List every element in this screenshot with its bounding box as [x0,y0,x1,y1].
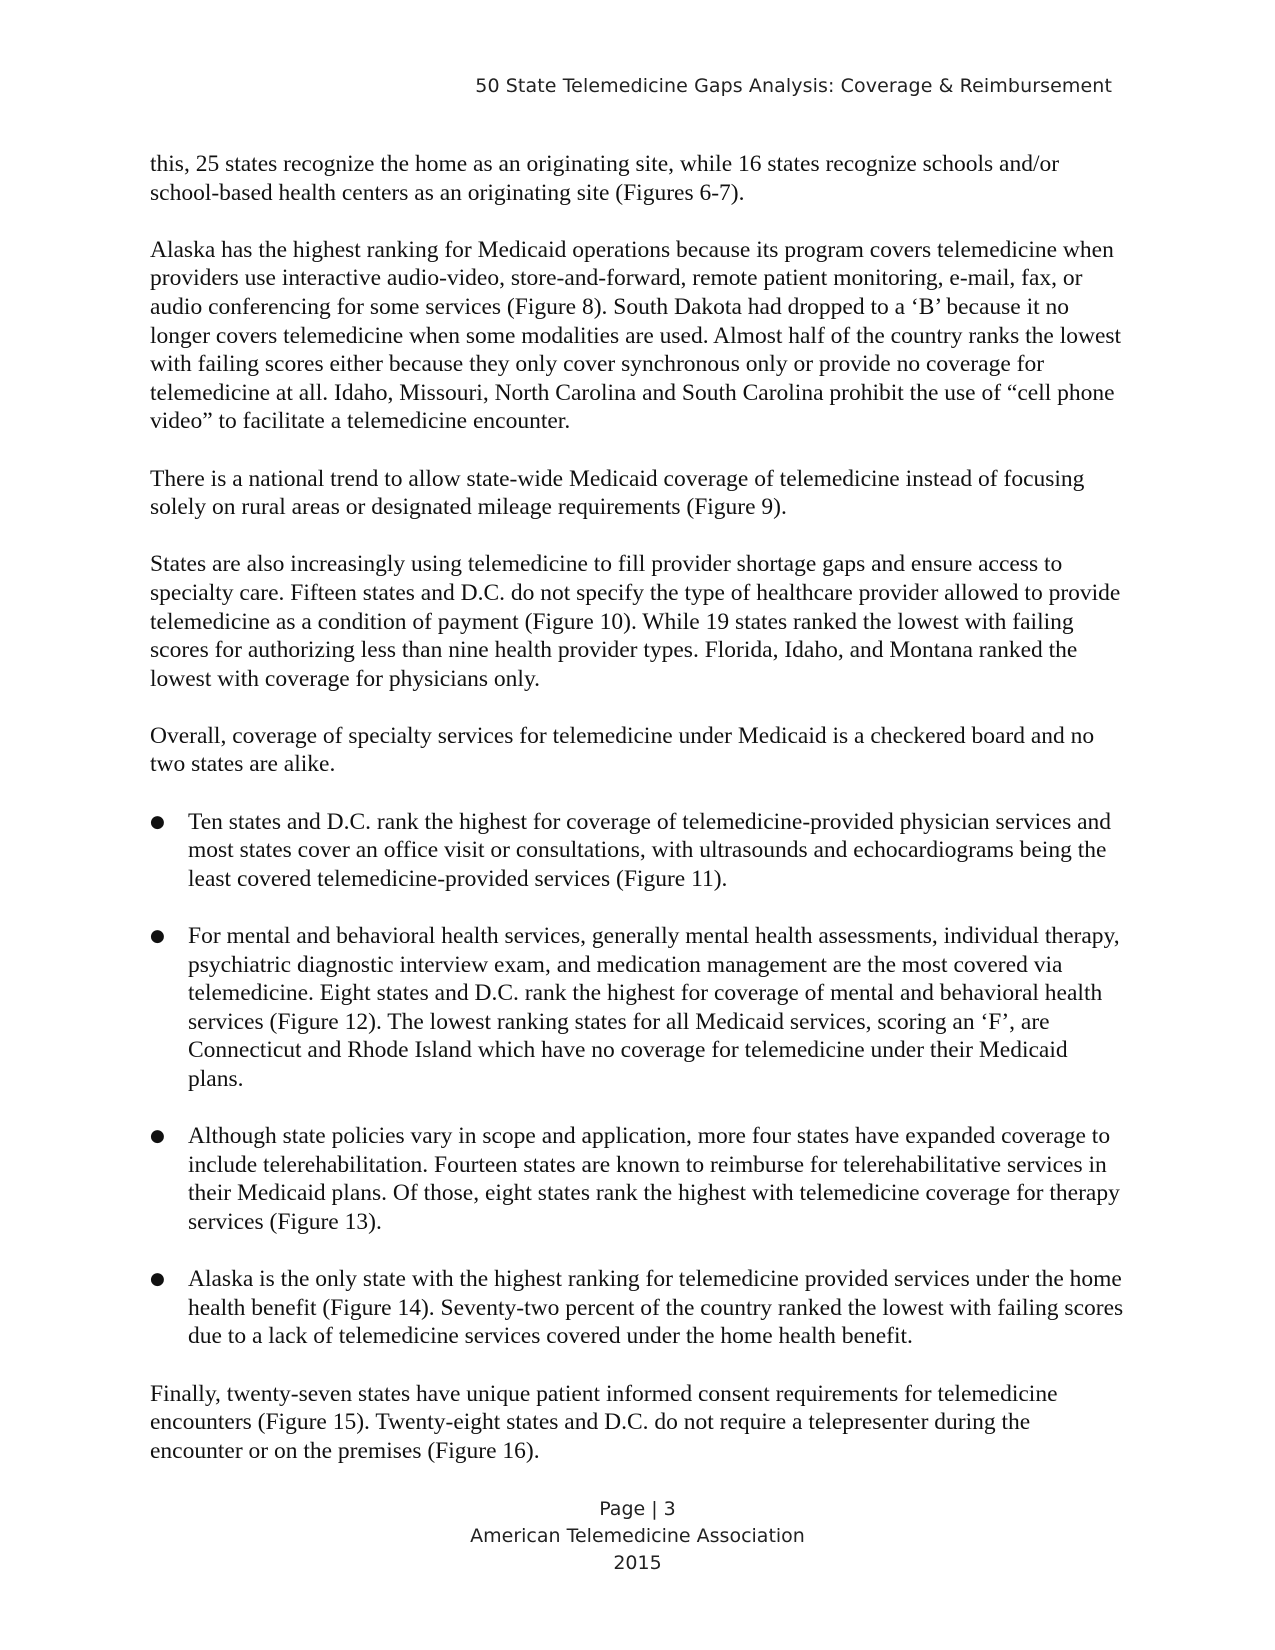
paragraph-informed-consent: Finally, twenty-seven states have unique patient informed consent requirements for telemedicine encounters (Figure 15). Twenty-eight states and D.C. do not require a telepresenter during the encounter or on the premises (Figure 16). [150,1380,1058,1464]
paragraph-originating-sites: this, 25 states recognize the home as an originating site, while 16 states recognize schools and/or school-based health centers as an originating site (Figures 6-7). [150,151,1060,206]
bullet-text: For mental and behavioral health services, generally mental health assessments, individual therapy, psychiatric diagnostic interview exam, and medication management are the most covered via telemedicine. Eight states and D.C. rank the highest for coverage of mental and behavioral health services (Figure 12). The lowest ranking states for all Medicaid services, scoring an ‘F’, are Connecticut and Rhode Island which have no coverage for telemedicine under their Medicaid plans. [188,923,1120,1092]
bullet-text: Although state policies vary in scope and application, more four states have expanded coverage to include telerehabilitation. Fourteen states are known to reimburse for telerehabilitative services in their Medicaid plans. Of those, eight states rank the highest with telemedicine coverage for therapy services (Figure 13). [188,1123,1120,1235]
bullet-item-mental-health [150,922,1125,1094]
bullet-item-telerehabilitation [150,1122,1125,1236]
bullet-text: Alaska is the only state with the highest ranking for telemedicine provided services under the home health benefit (Figure 14). Seventy-two percent of the country ranked the lowest with failing scores due to a lack of telemedicine services covered under the home health benefit. [188,1266,1124,1350]
paragraph-medicaid-operations: Alaska has the highest ranking for Medicaid operations because its program covers telemedicine when providers use interactive audio-video, store-and-forward, remote patient monitoring, e-mail, fax, or audio conferencing for some services (Figure 8). South Dakota had dropped to a ‘B’ because it no longer covers telemedicine when some modalities are used. Almost half of the country ranks the lowest with failing scores either because they only cover synchronous only or provide no coverage for telemedicine at all. Idaho, Missouri, North Carolina and South Carolina prohibit the use of “cell phone video” to facilitate a telemedicine encounter. [150,236,1122,435]
bullet-icon: ● [150,1126,165,1147]
bullet-list [150,808,1125,1351]
document-body [150,150,1125,1494]
bullet-item-physician-services [150,808,1125,894]
bullet-text: Ten states and D.C. rank the highest for coverage of telemedicine-provided physician services and most states cover an office visit or consultations, with ultrasounds and echocardiograms being the least covered telemedicine-provided services (Figure 11). [188,808,1112,892]
bullet-icon: ● [150,811,165,832]
running-header: 50 State Telemedicine Gaps Analysis: Coverage & Reimbursement [475,75,1112,97]
bullet-item-home-health [150,1265,1125,1351]
page-footer [0,1496,1275,1577]
paragraph-specialty-services: Overall, coverage of specialty services for telemedicine under Medicaid is a checkered board and no two states are alike. [150,722,1095,778]
bullet-icon: ● [150,926,165,947]
page-number: Page | 3 [599,1498,676,1520]
paragraph-provider-shortage: States are also increasingly using telemedicine to fill provider shortage gaps and ensure access to specialty care. Fifteen states and D.C. do not specify the type of healthcare provider allowed to provide telemedicine as a condition of payment (Figure 10). While 19 states ranked the lowest with failing scores for authorizing less than nine health provider types. Florida, Idaho, and Montana ranked the lowest with coverage for physicians only. [150,551,1121,692]
footer-organization: American Telemedicine Association [470,1525,805,1547]
paragraph-statewide-trend: There is a national trend to allow state-wide Medicaid coverage of telemedicine instead of focusing solely on rural areas or designated mileage requirements (Figure 9). [150,465,1085,521]
bullet-icon: ● [150,1269,165,1290]
footer-year: 2015 [613,1552,662,1574]
